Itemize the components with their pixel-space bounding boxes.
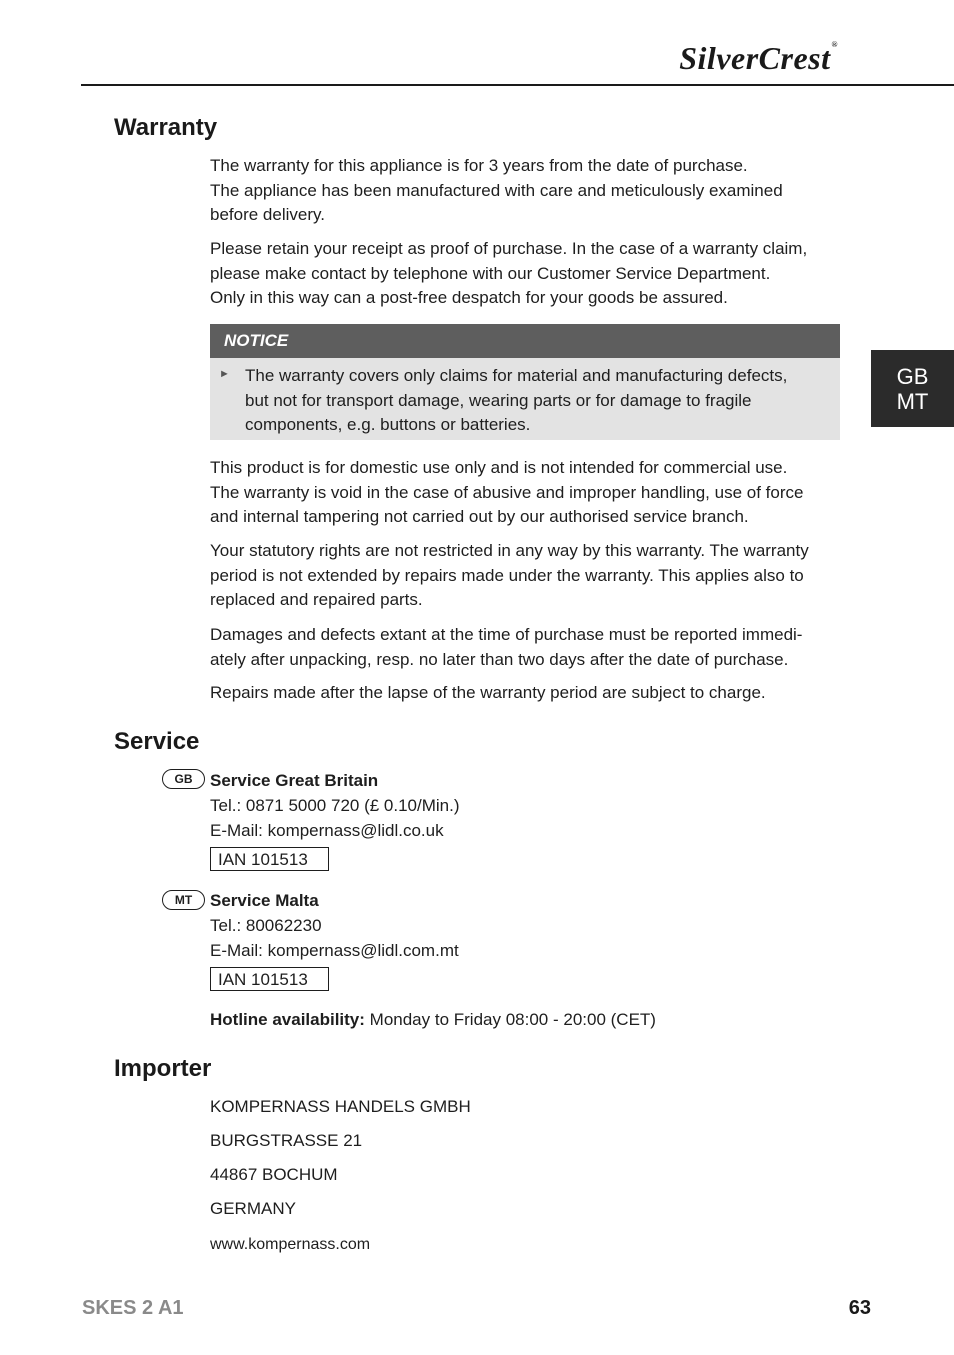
mt-badge: MT [162,890,205,910]
importer-heading: Importer [114,1055,212,1082]
footer-model-number: SKES 2 A1 [82,1297,184,1319]
service-heading: Service [114,728,200,755]
notice-box [210,324,840,440]
warranty-paragraph-4: Your statutory rights are not restricted in any way by this warranty. The warranty period is not extended by repairs made under the warranty. This applies also to replaced and repaired parts. [210,541,809,609]
service-gb-title: Service Great Britain [210,771,379,790]
warranty-paragraph-5: Damages and defects extant at the time of purchase must be reported immedi- ately after unpacking, resp. no later than two days after the date of purchase. [210,625,803,669]
service-mt-ian: IAN 101513 [210,967,329,991]
importer-country: GERMANY [210,1199,296,1218]
service-gb-phone: Tel.: 0871 5000 720 (£ 0.10/Min.) [210,796,460,815]
arrow-right-icon: ► [219,368,230,380]
service-mt-title: Service Malta [210,891,319,910]
gb-badge: GB [162,769,205,789]
header-rule [81,84,954,86]
importer-city: 44867 BOCHUM [210,1165,338,1184]
hotline-availability [210,1008,656,1032]
service-mt-phone: Tel.: 80062230 [210,916,322,935]
language-tab [871,350,954,427]
warranty-paragraph-6: Repairs made after the lapse of the warranty period are subject to charge. [210,683,766,702]
silvercrest-logo: SilverCrest® [679,40,838,76]
footer-page-number: 63 [848,1297,871,1319]
importer-website: www.kompernass.com [210,1236,371,1253]
warranty-heading: Warranty [114,114,218,141]
notice-title: NOTICE [210,324,840,358]
warranty-paragraph-1: The warranty for this appliance is for 3 years from the date of purchase. The appliance has been manufactured with care and meticulously examined before delivery. [210,156,783,224]
importer-street: BURGSTRASSE 21 [210,1131,363,1150]
warranty-paragraph-3: This product is for domestic use only and is not intended for commercial use. The warranty is void in the case of abusive and improper handling, use of force and internal tampering not carried out by our authorised service branch. [210,458,804,526]
service-gb-ian: IAN 101513 [210,847,329,871]
importer-company: KOMPERNASS HANDELS GMBH [210,1097,471,1116]
language-code-gb: GB [896,363,929,389]
notice-text: The warranty covers only claims for material and manufacturing defects, but not for transport damage, wearing parts or for damage to fragile components, e.g. buttons or batteries. [245,366,788,434]
warranty-paragraph-2: Please retain your receipt as proof of purchase. In the case of a warranty claim, please make contact by telephone with our Customer Service Department. Only in this way can a post-free despatch for your goods be assured. [210,239,808,307]
hotline-hours: Monday to Friday 08:00 - 20:00 (CET) [364,1010,656,1029]
hotline-label: Hotline availability: [210,1010,365,1029]
language-code-mt: MT [896,388,929,414]
service-mt-email: E-Mail: kompernass@lidl.com.mt [210,941,459,960]
service-gb-email: E-Mail: kompernass@lidl.co.uk [210,821,444,840]
